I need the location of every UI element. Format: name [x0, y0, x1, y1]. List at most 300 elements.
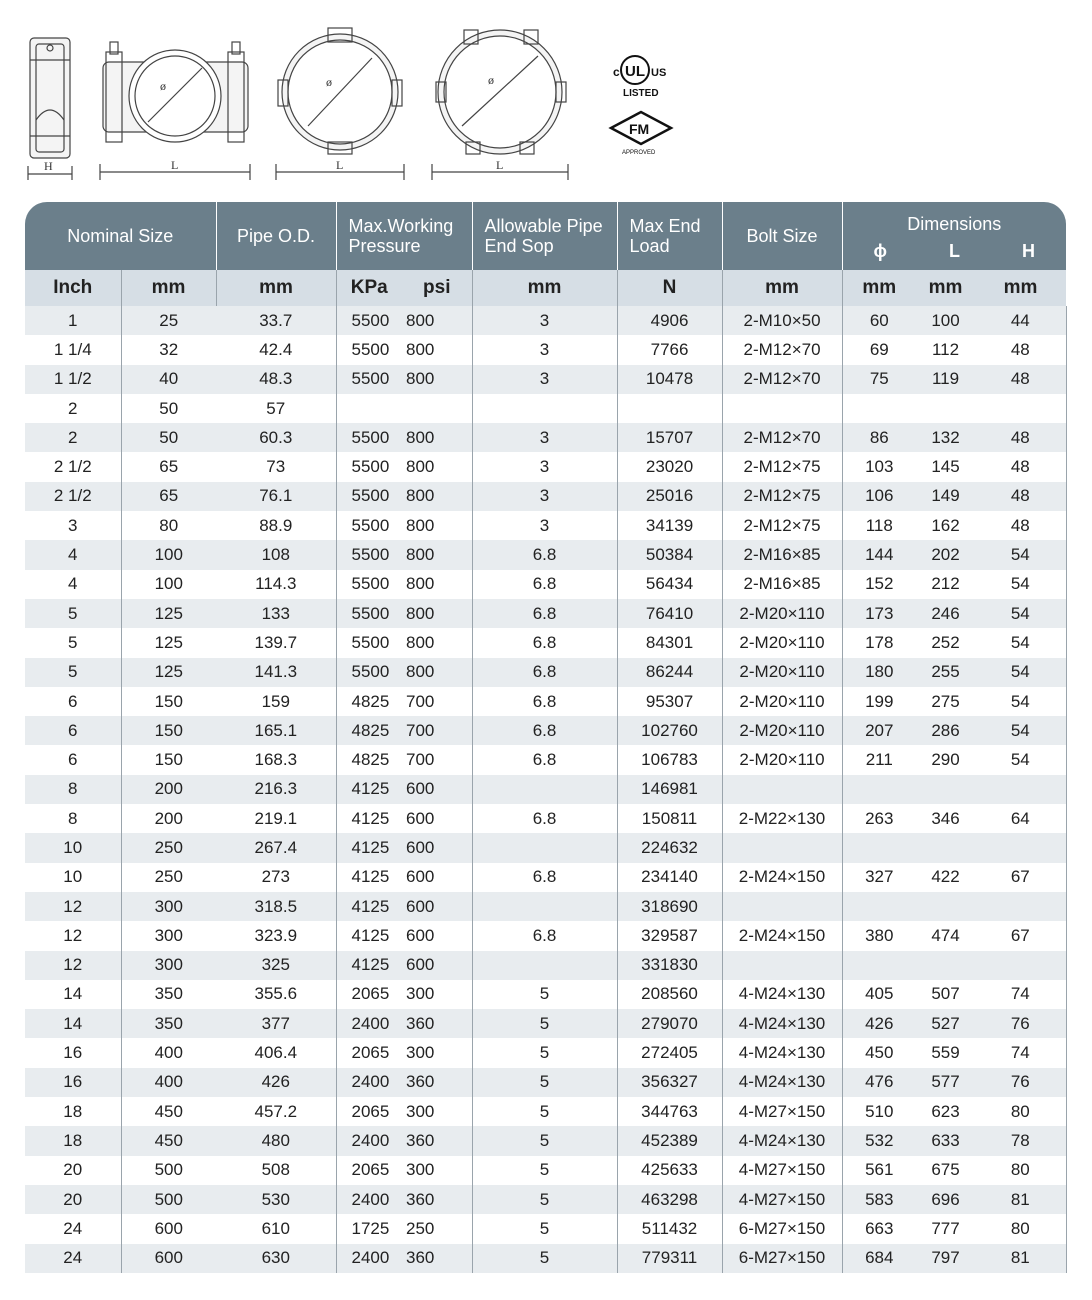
- cell-dim-h: 54: [975, 716, 1066, 745]
- cell-pipe-od: 630: [216, 1244, 336, 1273]
- cell-end-sop: [472, 892, 617, 921]
- cell-dim-h: 74: [975, 980, 1066, 1009]
- cell-inch: 2 1/2: [25, 452, 121, 481]
- table-row: [25, 365, 1066, 394]
- cell-dim-phi: 426: [842, 1009, 916, 1038]
- cell-inch: 3: [25, 511, 121, 540]
- cell-dim-h: [975, 833, 1066, 862]
- cell-psi: 800: [402, 306, 472, 335]
- cell-psi: 600: [402, 951, 472, 980]
- header-max-working-pressure-line2: Pressure: [348, 236, 421, 256]
- cell-pipe-od: 323.9: [216, 921, 336, 950]
- table-row: [25, 863, 1066, 892]
- cell-pipe-od: 325: [216, 951, 336, 980]
- cell-pipe-od: 165.1: [216, 716, 336, 745]
- cell-bolt-size: 2-M12×75: [722, 511, 842, 540]
- cell-end-sop: 6.8: [472, 745, 617, 774]
- cell-bolt-size: 2-M12×70: [722, 365, 842, 394]
- table-row: [25, 511, 1066, 540]
- cell-bolt-size: 4-M27×150: [722, 1097, 842, 1126]
- cell-nominal-mm: 300: [121, 951, 216, 980]
- cell-bolt-size: 4-M24×130: [722, 1038, 842, 1067]
- cell-pipe-od: 133: [216, 599, 336, 628]
- cell-nominal-mm: 150: [121, 745, 216, 774]
- cell-kpa: 4125: [336, 892, 402, 921]
- cell-psi: 800: [402, 335, 472, 364]
- cell-nominal-mm: 50: [121, 394, 216, 423]
- cell-kpa: 4825: [336, 687, 402, 716]
- cell-pipe-od: 60.3: [216, 423, 336, 452]
- cell-dim-l: 559: [916, 1038, 975, 1067]
- cell-nominal-mm: 500: [121, 1156, 216, 1185]
- cell-dim-phi: 178: [842, 628, 916, 657]
- cell-inch: 8: [25, 804, 121, 833]
- cell-end-sop: 6.8: [472, 658, 617, 687]
- cell-end-sop: 6.8: [472, 716, 617, 745]
- cell-dim-phi: 663: [842, 1214, 916, 1243]
- cell-end-load: 10478: [617, 365, 722, 394]
- cell-dim-h: 54: [975, 658, 1066, 687]
- cell-end-sop: 6.8: [472, 599, 617, 628]
- unit-kpa: KPa: [336, 270, 402, 306]
- table-row: [25, 716, 1066, 745]
- cell-bolt-size: 2-M16×85: [722, 570, 842, 599]
- cell-psi: 360: [402, 1244, 472, 1273]
- table-row: [25, 335, 1066, 364]
- cell-dim-h: 54: [975, 687, 1066, 716]
- cell-dim-l: 777: [916, 1214, 975, 1243]
- header-dimensions-title: Dimensions: [907, 214, 1002, 234]
- header-pipe-od: Pipe O.D.: [216, 202, 336, 270]
- table-row: [25, 804, 1066, 833]
- cell-dim-h: 74: [975, 1038, 1066, 1067]
- cell-inch: 24: [25, 1244, 121, 1273]
- cell-pipe-od: 114.3: [216, 570, 336, 599]
- cell-end-load: 208560: [617, 980, 722, 1009]
- cell-kpa: 5500: [336, 570, 402, 599]
- cell-psi: 800: [402, 628, 472, 657]
- cell-end-load: 76410: [617, 599, 722, 628]
- cell-pipe-od: 88.9: [216, 511, 336, 540]
- cell-dim-l: [916, 775, 975, 804]
- cell-dim-phi: 684: [842, 1244, 916, 1273]
- cell-kpa: 5500: [336, 452, 402, 481]
- cell-pipe-od: 219.1: [216, 804, 336, 833]
- cell-end-load: 511432: [617, 1214, 722, 1243]
- cell-kpa: 4125: [336, 775, 402, 804]
- cell-dim-phi: 211: [842, 745, 916, 774]
- cell-pipe-od: 139.7: [216, 628, 336, 657]
- unit-pipe-od-mm: mm: [216, 270, 336, 306]
- cell-end-load: 15707: [617, 423, 722, 452]
- spec-table: [25, 202, 1067, 1273]
- unit-inch: Inch: [25, 270, 121, 306]
- cell-dim-h: 54: [975, 540, 1066, 569]
- cell-bolt-size: 2-M12×70: [722, 423, 842, 452]
- cell-bolt-size: 2-M12×70: [722, 335, 842, 364]
- specification-table: [25, 202, 1066, 1273]
- cell-kpa: 2400: [336, 1068, 402, 1097]
- table-row: [25, 833, 1066, 862]
- cell-pipe-od: 480: [216, 1126, 336, 1155]
- cell-end-sop: 5: [472, 1156, 617, 1185]
- cell-kpa: 4125: [336, 833, 402, 862]
- cell-pipe-od: 48.3: [216, 365, 336, 394]
- cell-end-load: 344763: [617, 1097, 722, 1126]
- cell-end-load: 356327: [617, 1068, 722, 1097]
- cell-dim-phi: 180: [842, 658, 916, 687]
- cell-dim-phi: 199: [842, 687, 916, 716]
- cell-end-load: 318690: [617, 892, 722, 921]
- cell-psi: 300: [402, 980, 472, 1009]
- cell-dim-h: 80: [975, 1156, 1066, 1185]
- cell-nominal-mm: 125: [121, 628, 216, 657]
- cell-inch: 5: [25, 658, 121, 687]
- table-row: [25, 482, 1066, 511]
- phi-label-2: ø: [326, 75, 332, 89]
- cell-bolt-size: 2-M20×110: [722, 658, 842, 687]
- cell-bolt-size: [722, 892, 842, 921]
- ul-mark-text: UL: [625, 63, 645, 80]
- cell-dim-phi: 327: [842, 863, 916, 892]
- cell-dim-l: 422: [916, 863, 975, 892]
- cell-end-sop: 5: [472, 1097, 617, 1126]
- cell-dim-h: 54: [975, 628, 1066, 657]
- cell-dim-l: 100: [916, 306, 975, 335]
- cell-nominal-mm: 400: [121, 1068, 216, 1097]
- header-nominal-size: Nominal Size: [25, 202, 216, 270]
- cell-dim-phi: 510: [842, 1097, 916, 1126]
- cell-pipe-od: 141.3: [216, 658, 336, 687]
- units-row: [25, 270, 1066, 306]
- cell-dim-h: 48: [975, 365, 1066, 394]
- cell-end-load: 425633: [617, 1156, 722, 1185]
- table-row: [25, 394, 1066, 423]
- header-max-working-pressure-line1: Max.Working: [348, 216, 454, 236]
- cell-bolt-size: [722, 951, 842, 980]
- cell-inch: 14: [25, 1009, 121, 1038]
- cell-inch: 16: [25, 1068, 121, 1097]
- cell-dim-l: 252: [916, 628, 975, 657]
- cell-dim-l: 286: [916, 716, 975, 745]
- table-row: [25, 1126, 1066, 1155]
- cell-nominal-mm: 32: [121, 335, 216, 364]
- cell-nominal-mm: 50: [121, 423, 216, 452]
- cell-dim-phi: [842, 951, 916, 980]
- cell-dim-l: 119: [916, 365, 975, 394]
- cell-dim-phi: 476: [842, 1068, 916, 1097]
- ul-listed-logo: [613, 56, 666, 99]
- cell-dim-phi: 86: [842, 423, 916, 452]
- header-dim-l: L: [949, 241, 961, 261]
- cell-kpa: 4125: [336, 921, 402, 950]
- cell-end-sop: 3: [472, 482, 617, 511]
- cell-dim-l: [916, 951, 975, 980]
- cell-pipe-od: 168.3: [216, 745, 336, 774]
- cell-dim-phi: 106: [842, 482, 916, 511]
- cell-end-sop: 5: [472, 1009, 617, 1038]
- cell-psi: 360: [402, 1068, 472, 1097]
- cell-dim-h: 76: [975, 1068, 1066, 1097]
- cell-pipe-od: 377: [216, 1009, 336, 1038]
- l-dimension-label-1: L: [171, 158, 179, 172]
- cell-dim-h: [975, 394, 1066, 423]
- cell-bolt-size: 4-M27×150: [722, 1156, 842, 1185]
- cell-inch: 20: [25, 1156, 121, 1185]
- cell-kpa: 5500: [336, 306, 402, 335]
- cell-psi: 800: [402, 452, 472, 481]
- cell-dim-phi: 380: [842, 921, 916, 950]
- cell-pipe-od: 508: [216, 1156, 336, 1185]
- cell-bolt-size: 4-M24×130: [722, 980, 842, 1009]
- cell-nominal-mm: 65: [121, 452, 216, 481]
- cell-end-load: 234140: [617, 863, 722, 892]
- cell-end-sop: [472, 775, 617, 804]
- cell-dim-phi: [842, 775, 916, 804]
- cell-dim-phi: 263: [842, 804, 916, 833]
- cell-kpa: 4825: [336, 745, 402, 774]
- cell-dim-h: [975, 775, 1066, 804]
- cell-end-sop: 6.8: [472, 628, 617, 657]
- cell-bolt-size: 2-M20×110: [722, 599, 842, 628]
- cell-kpa: 2400: [336, 1244, 402, 1273]
- cell-end-load: 452389: [617, 1126, 722, 1155]
- cell-nominal-mm: 450: [121, 1097, 216, 1126]
- cell-nominal-mm: 600: [121, 1244, 216, 1273]
- cell-dim-phi: [842, 892, 916, 921]
- cell-end-sop: 5: [472, 1185, 617, 1214]
- cell-dim-l: 527: [916, 1009, 975, 1038]
- cell-kpa: 4125: [336, 804, 402, 833]
- cell-dim-l: 577: [916, 1068, 975, 1097]
- cell-psi: 360: [402, 1185, 472, 1214]
- cell-inch: 14: [25, 980, 121, 1009]
- cell-inch: 16: [25, 1038, 121, 1067]
- cell-end-load: 34139: [617, 511, 722, 540]
- table-row: [25, 1068, 1066, 1097]
- cell-dim-h: 54: [975, 599, 1066, 628]
- cell-dim-h: 67: [975, 921, 1066, 950]
- cell-psi: 700: [402, 745, 472, 774]
- cell-nominal-mm: 500: [121, 1185, 216, 1214]
- table-row: [25, 1214, 1066, 1243]
- cell-pipe-od: 33.7: [216, 306, 336, 335]
- cell-bolt-size: [722, 394, 842, 423]
- cell-bolt-size: 2-M24×150: [722, 921, 842, 950]
- cell-end-load: 463298: [617, 1185, 722, 1214]
- cell-psi: 600: [402, 921, 472, 950]
- cell-bolt-size: 4-M24×130: [722, 1009, 842, 1038]
- table-body: [25, 306, 1066, 1273]
- unit-dim-phi-mm: mm: [842, 270, 916, 306]
- cell-kpa: 2065: [336, 980, 402, 1009]
- cell-end-sop: 6.8: [472, 804, 617, 833]
- cell-dim-l: 290: [916, 745, 975, 774]
- header-max-end-load-line1: Max End: [629, 216, 701, 236]
- cell-psi: 700: [402, 687, 472, 716]
- cell-inch: 1 1/2: [25, 365, 121, 394]
- cell-pipe-od: 318.5: [216, 892, 336, 921]
- cell-inch: 10: [25, 863, 121, 892]
- cell-psi: 600: [402, 775, 472, 804]
- cell-kpa: 5500: [336, 540, 402, 569]
- cell-psi: 600: [402, 863, 472, 892]
- cell-dim-l: 162: [916, 511, 975, 540]
- cell-inch: 12: [25, 921, 121, 950]
- cell-pipe-od: 457.2: [216, 1097, 336, 1126]
- cell-nominal-mm: 125: [121, 599, 216, 628]
- cell-psi: 700: [402, 716, 472, 745]
- cell-end-sop: 3: [472, 511, 617, 540]
- header-max-end-load-line2: Load: [629, 236, 670, 256]
- cell-inch: 2 1/2: [25, 482, 121, 511]
- cell-dim-phi: 144: [842, 540, 916, 569]
- cell-dim-phi: 173: [842, 599, 916, 628]
- cell-bolt-size: 2-M16×85: [722, 540, 842, 569]
- cell-end-load: 279070: [617, 1009, 722, 1038]
- cell-pipe-od: 530: [216, 1185, 336, 1214]
- cell-end-sop: [472, 833, 617, 862]
- cell-nominal-mm: 80: [121, 511, 216, 540]
- cell-end-load: 146981: [617, 775, 722, 804]
- cell-psi: 800: [402, 599, 472, 628]
- l-dimension-label-3: L: [496, 158, 504, 172]
- cell-bolt-size: 4-M24×130: [722, 1068, 842, 1097]
- cell-end-load: 56434: [617, 570, 722, 599]
- table-row: [25, 1097, 1066, 1126]
- cell-inch: 5: [25, 599, 121, 628]
- cell-dim-h: 48: [975, 423, 1066, 452]
- cell-dim-h: 54: [975, 745, 1066, 774]
- cell-dim-l: 145: [916, 452, 975, 481]
- cell-nominal-mm: 350: [121, 1009, 216, 1038]
- cell-inch: 4: [25, 570, 121, 599]
- table-row: [25, 452, 1066, 481]
- cell-psi: 360: [402, 1126, 472, 1155]
- cell-pipe-od: 216.3: [216, 775, 336, 804]
- cell-pipe-od: 159: [216, 687, 336, 716]
- cell-dim-l: 112: [916, 335, 975, 364]
- cell-kpa: 5500: [336, 628, 402, 657]
- cell-dim-h: 67: [975, 863, 1066, 892]
- cell-dim-phi: 532: [842, 1126, 916, 1155]
- cell-bolt-size: 6-M27×150: [722, 1244, 842, 1273]
- cell-dim-phi: 207: [842, 716, 916, 745]
- cell-bolt-size: 6-M27×150: [722, 1214, 842, 1243]
- table-row: [25, 1244, 1066, 1273]
- cell-nominal-mm: 350: [121, 980, 216, 1009]
- unit-dim-h-mm: mm: [975, 270, 1066, 306]
- cell-inch: 6: [25, 687, 121, 716]
- cell-psi: 600: [402, 833, 472, 862]
- cell-inch: 5: [25, 628, 121, 657]
- table-row: [25, 1185, 1066, 1214]
- cell-psi: 800: [402, 423, 472, 452]
- cell-nominal-mm: 400: [121, 1038, 216, 1067]
- cell-dim-h: 48: [975, 335, 1066, 364]
- cell-kpa: 4825: [336, 716, 402, 745]
- header-max-end-load: [617, 202, 722, 270]
- cell-dim-h: 64: [975, 804, 1066, 833]
- table-row: [25, 658, 1066, 687]
- cell-nominal-mm: 300: [121, 921, 216, 950]
- phi-label-1: ø: [160, 79, 166, 93]
- certification-logos: [605, 50, 695, 160]
- cell-nominal-mm: 65: [121, 482, 216, 511]
- cell-dim-l: 507: [916, 980, 975, 1009]
- table-row: [25, 599, 1066, 628]
- cell-kpa: 5500: [336, 335, 402, 364]
- cell-dim-h: 80: [975, 1214, 1066, 1243]
- cell-dim-h: 81: [975, 1244, 1066, 1273]
- cell-dim-l: [916, 833, 975, 862]
- cell-end-sop: 3: [472, 306, 617, 335]
- cell-end-sop: 5: [472, 1244, 617, 1273]
- table-row: [25, 775, 1066, 804]
- cell-end-sop: [472, 394, 617, 423]
- cell-psi: [402, 394, 472, 423]
- ul-us-text: US: [651, 67, 667, 79]
- cell-end-load: 150811: [617, 804, 722, 833]
- cell-kpa: 5500: [336, 482, 402, 511]
- cell-nominal-mm: 100: [121, 540, 216, 569]
- cell-nominal-mm: 300: [121, 892, 216, 921]
- cell-bolt-size: [722, 775, 842, 804]
- cell-inch: 8: [25, 775, 121, 804]
- cell-end-sop: 6.8: [472, 540, 617, 569]
- cell-end-load: 272405: [617, 1038, 722, 1067]
- ul-c-text: c: [613, 65, 620, 79]
- fm-approved-logo: [611, 112, 671, 156]
- cell-dim-l: 132: [916, 423, 975, 452]
- cell-dim-phi: 60: [842, 306, 916, 335]
- cell-nominal-mm: 600: [121, 1214, 216, 1243]
- cell-pipe-od: 73: [216, 452, 336, 481]
- cell-end-load: 23020: [617, 452, 722, 481]
- cell-dim-l: 474: [916, 921, 975, 950]
- fm-mark-text: FM: [629, 121, 650, 137]
- technical-drawings: [0, 0, 1092, 195]
- cell-kpa: 2065: [336, 1038, 402, 1067]
- cell-nominal-mm: 250: [121, 833, 216, 862]
- cell-kpa: 1725: [336, 1214, 402, 1243]
- cell-end-sop: 6.8: [472, 687, 617, 716]
- cell-dim-h: 76: [975, 1009, 1066, 1038]
- cell-dim-h: [975, 951, 1066, 980]
- cell-inch: 20: [25, 1185, 121, 1214]
- unit-n: N: [617, 270, 722, 306]
- cell-psi: 800: [402, 540, 472, 569]
- table-row: [25, 687, 1066, 716]
- table-row: [25, 628, 1066, 657]
- cell-dim-h: 80: [975, 1097, 1066, 1126]
- header-dim-phi: ϕ: [873, 241, 888, 261]
- header-row: [25, 202, 1066, 270]
- cell-psi: 300: [402, 1097, 472, 1126]
- cell-psi: 600: [402, 804, 472, 833]
- cell-kpa: 5500: [336, 511, 402, 540]
- cell-dim-l: 675: [916, 1156, 975, 1185]
- phi-label-3: ø: [488, 73, 494, 87]
- table-row: [25, 423, 1066, 452]
- cell-end-load: 95307: [617, 687, 722, 716]
- unit-nominal-mm: mm: [121, 270, 216, 306]
- cell-dim-l: [916, 394, 975, 423]
- cell-end-load: 779311: [617, 1244, 722, 1273]
- cell-bolt-size: 2-M10×50: [722, 306, 842, 335]
- h-dimension-label: H: [44, 159, 53, 173]
- cell-kpa: 5500: [336, 365, 402, 394]
